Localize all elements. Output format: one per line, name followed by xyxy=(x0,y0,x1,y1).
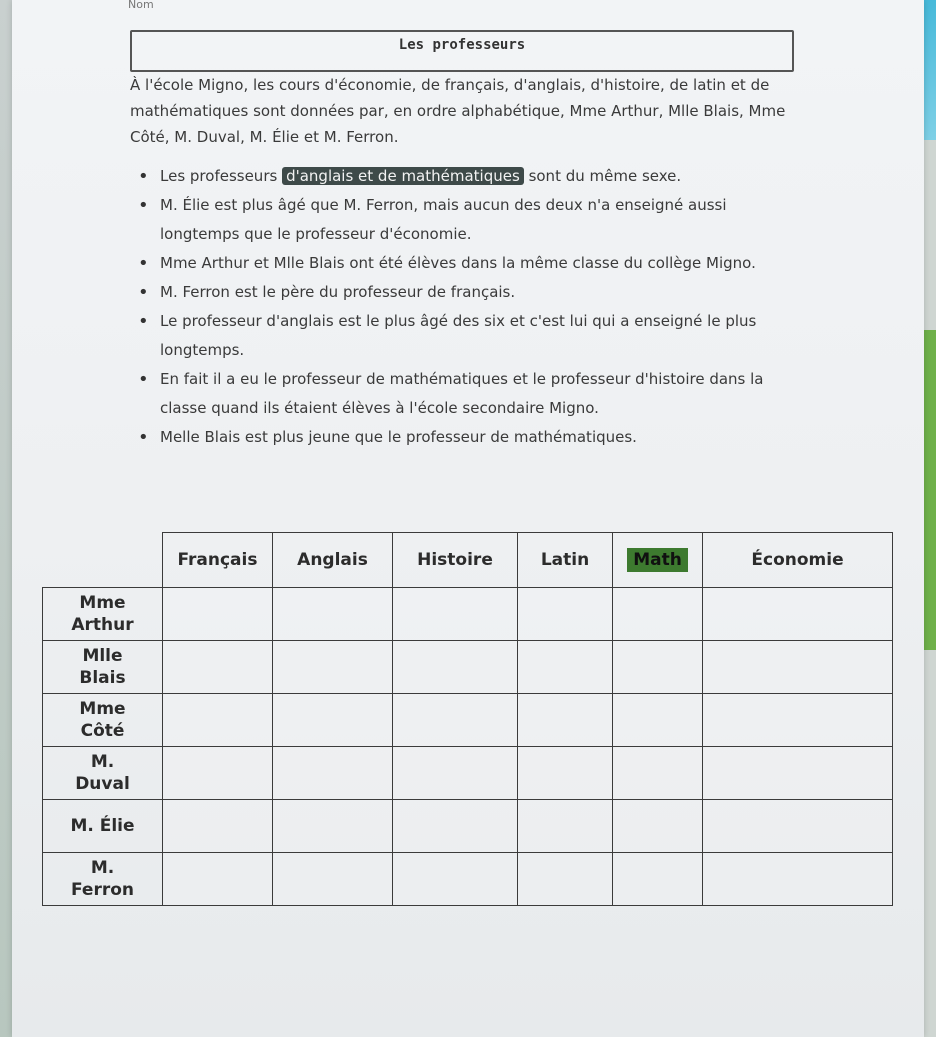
grid-cell[interactable] xyxy=(613,800,703,853)
grid-cell[interactable] xyxy=(163,588,273,641)
grid-cell[interactable] xyxy=(518,694,613,747)
grid-cell[interactable] xyxy=(163,800,273,853)
grid-row xyxy=(43,694,893,747)
grid-cell[interactable] xyxy=(273,694,393,747)
row-header: Mme Arthur xyxy=(43,588,163,641)
grid-cell[interactable] xyxy=(703,800,893,853)
clue-item: • Melle Blais est plus jeune que le professeur de mathématiques. xyxy=(130,423,790,452)
clue-item: • Les professeurs d'anglais et de mathématiques sont du même sexe. xyxy=(130,162,790,191)
grid-cell[interactable] xyxy=(163,694,273,747)
row-header: Mlle Blais xyxy=(43,641,163,694)
grid-cell[interactable] xyxy=(703,694,893,747)
clue-item: • M. Ferron est le père du professeur de français. xyxy=(130,278,790,307)
grid-cell[interactable] xyxy=(518,588,613,641)
grid-cell[interactable] xyxy=(273,800,393,853)
grid-cell[interactable] xyxy=(518,747,613,800)
column-header-francais: Français xyxy=(163,533,273,588)
column-header-economie: Économie xyxy=(703,533,893,588)
row-header: Mme Côté xyxy=(43,694,163,747)
grid-row xyxy=(43,853,893,906)
grid-cell[interactable] xyxy=(613,694,703,747)
intro-paragraph: À l'école Migno, les cours d'économie, de français, d'anglais, d'histoire, de latin et de mathématiques sont données par, en ordre alphabétique, Mme Arthur, Mlle Blais, Mme Côté, M. Duval, M. Élie et M. Ferron. xyxy=(130,76,786,146)
grid-row xyxy=(43,641,893,694)
grid-cell[interactable] xyxy=(518,853,613,906)
background-green-object xyxy=(922,330,936,650)
worksheet-page xyxy=(12,0,924,1037)
row-header: M. Ferron xyxy=(43,853,163,906)
clue-item: • M. Élie est plus âgé que M. Ferron, mais aucun des deux n'a enseigné aussi longtemps que le professeur d'économie. xyxy=(130,191,790,249)
grid-cell[interactable] xyxy=(613,588,703,641)
grid-row xyxy=(43,588,893,641)
row-header: M. Élie xyxy=(43,800,163,853)
logic-grid xyxy=(42,532,893,906)
grid-corner xyxy=(43,533,163,588)
clue-item: • Mme Arthur et Mlle Blais ont été élèves dans la même classe du collège Migno. xyxy=(130,249,790,278)
column-header-histoire: Histoire xyxy=(393,533,518,588)
grid-cell[interactable] xyxy=(393,694,518,747)
grid-cell[interactable] xyxy=(518,641,613,694)
title-box xyxy=(130,30,794,72)
grid-cell[interactable] xyxy=(273,588,393,641)
row-header: M. Duval xyxy=(43,747,163,800)
highlighted-text: d'anglais et de mathématiques xyxy=(282,167,524,185)
clue-item: • En fait il a eu le professeur de mathématiques et le professeur d'histoire dans la classe quand ils étaient élèves à l'école secondaire Migno. xyxy=(130,365,790,423)
grid-cell[interactable] xyxy=(703,588,893,641)
column-header-latin: Latin xyxy=(518,533,613,588)
column-header-math: Math xyxy=(613,533,703,588)
grid-row xyxy=(43,800,893,853)
grid-cell[interactable] xyxy=(393,800,518,853)
grid-cell[interactable] xyxy=(163,853,273,906)
grid-cell[interactable] xyxy=(393,747,518,800)
column-header-anglais: Anglais xyxy=(273,533,393,588)
grid-cell[interactable] xyxy=(703,747,893,800)
grid-cell[interactable] xyxy=(273,747,393,800)
grid-cell[interactable] xyxy=(163,641,273,694)
grid-cell[interactable] xyxy=(613,747,703,800)
grid-cell[interactable] xyxy=(518,800,613,853)
page-title: Les professeurs xyxy=(398,37,526,53)
grid-cell[interactable] xyxy=(393,588,518,641)
grid-cell[interactable] xyxy=(703,853,893,906)
grid-cell[interactable] xyxy=(273,641,393,694)
clue-item: • Le professeur d'anglais est le plus âgé des six et c'est lui qui a enseigné le plus longtemps. xyxy=(130,307,790,365)
grid-cell[interactable] xyxy=(613,641,703,694)
grid-cell[interactable] xyxy=(703,641,893,694)
grid-cell[interactable] xyxy=(273,853,393,906)
grid-cell[interactable] xyxy=(163,747,273,800)
name-label: Nom xyxy=(128,0,154,11)
grid-cell[interactable] xyxy=(393,853,518,906)
grid-row xyxy=(43,747,893,800)
clue-list xyxy=(130,162,790,452)
grid-cell[interactable] xyxy=(613,853,703,906)
grid-cell[interactable] xyxy=(393,641,518,694)
